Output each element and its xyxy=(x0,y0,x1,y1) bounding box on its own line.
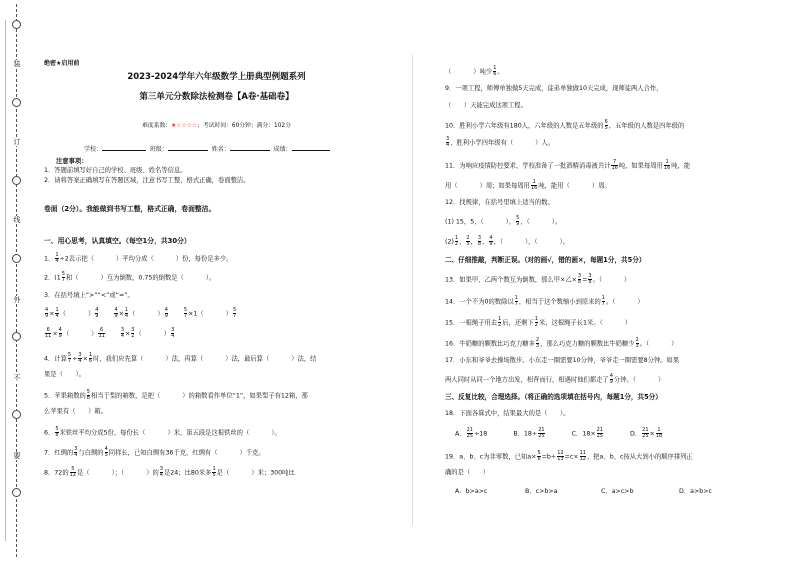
section-2-title: 二、仔细推敲，判断正误。（对的画√，错的画×，每题1分，共5分） xyxy=(445,256,646,264)
difficulty-label: 难度系数： xyxy=(142,123,172,129)
binding-hole xyxy=(12,176,21,185)
question-5-cont: 么苹果有（ ）箱。 xyxy=(44,408,107,415)
question-10-cont: $\frac{3}{4}$ ，胜利小学四年级有（ ）人。 xyxy=(446,136,555,148)
question-12-2: (2) $\frac{1}{2}$ ， $\frac{2}{5}$ ， $\frac{3}{8}$ ， $\frac{4}{9}$ ，（ ），（ ）。 xyxy=(445,235,570,247)
note-1: 1．答题前填写好自己的学校、班级、姓名等信息。 xyxy=(44,167,187,174)
question-12-1: (1) 15，5，（ ）， $\frac{5}{9}$ ，（ ）。 xyxy=(445,215,562,227)
question-18-options: A． $\frac{21}{25}$ ÷18 B．18÷ $\frac{21}{25}$ C．18× $\frac{21}{25}$ D． $\frac{21}{25}$ × $\frac{1}{18}$ xyxy=(455,427,663,439)
question-15: 15．一根绳子用去 $\frac{1}{2}$ 后，还剩下 $\frac{1}{2}$ 米，这根绳子长1米。（ ） xyxy=(445,316,632,328)
question-3-row-b: $\frac{6}{11}$ × $\frac{4}{9}$ （ ） $\frac{6}{11}$ $\frac{3}{4}$ × $\frac{3}{2}$ （ ） $\frac{3}{4}$ xyxy=(45,327,175,339)
info-fields xyxy=(84,144,330,154)
question-1: 1． $\frac{1}{4}$ ÷2表示把（ ）平均分成（ ）份，每份是多少。 xyxy=(44,252,233,264)
binding-label: 订 xyxy=(9,138,25,146)
question-19: 19．a、b、c为非零数，已知a× $\frac{5}{6}$ =b÷ $\frac{12}{13}$ =c× $\frac{11}{12}$ ，把a、b、c按从大到小的顺序排列正 xyxy=(445,450,693,462)
binding-label: 要 xyxy=(9,452,25,460)
question-2: 2．(1 $\frac{5}{7}$ 和（ ）互为倒数，0.75的倒数是（ ）。 xyxy=(44,271,216,283)
question-8-cont: （ ）吨少 $\frac{1}{6}$ 。 xyxy=(445,65,504,77)
name-blank xyxy=(230,144,270,151)
difficulty-line xyxy=(44,122,389,130)
question-19-options: A．b>a>c B．c>b>a C．a>c>b D．a>b>c xyxy=(455,488,713,495)
class-label: 班级： xyxy=(149,146,168,153)
class-blank xyxy=(168,144,208,151)
question-3-row-a: $\frac{4}{9}$ × $\frac{1}{4}$ （ ） $\frac{4}{9}$ $\frac{4}{9}$ × $\frac{1}{4}$ （ ） $\frac{4}{9}$ $\frac{5}{7}$ ×1（ ） $\frac{5}{7}$ xyxy=(45,307,237,319)
exam-subtitle: 第三单元分数除法检测卷【A卷·基础卷】 xyxy=(139,92,294,102)
question-10: 10．胜利小学六年级有180人，六年级的人数是五年级的 $\frac{6}{5}$ ，五年级的人数是四年级的 xyxy=(445,119,685,131)
score-label: 成绩： xyxy=(273,146,292,153)
right-column xyxy=(445,0,780,561)
question-11: 11．为响应疫情防控要求，学校准备了一批酒精消毒液共计 $\frac{7}{16}$ 吨，如果每周用 $\frac{1}{16}$ 吨，能 xyxy=(445,159,691,171)
binding-hole xyxy=(12,20,21,29)
star-empty-icon: ☆☆☆☆ xyxy=(176,123,198,129)
binding-label: 线 xyxy=(9,216,25,224)
binding-label: 不 xyxy=(9,374,25,382)
question-14: 14．一个不为0的数除以 $\frac{1}{7}$ ，相当于这个数缩小到原来的 $\frac{1}{7}$ 。（ ） xyxy=(445,295,644,307)
binding-hole xyxy=(12,98,21,107)
question-4-cont: 果是（ ）。 xyxy=(44,371,85,378)
school-label: 学校： xyxy=(84,146,103,153)
note-2: 2．请将答案正确填写在答题区域，注意书写工整，格式正确，卷面整洁。 xyxy=(44,177,250,184)
question-9-cont: （ ）天能完成这项工程。 xyxy=(445,102,527,109)
question-3: 3．在括号填上“>”“<”或“=”。 xyxy=(44,292,134,299)
secret-mark: 绝密★启用前 xyxy=(44,60,80,67)
binding-line xyxy=(5,20,6,541)
question-7: 7．红绸的 $\frac{3}{4}$ 与白绸的 $\frac{4}{5}$ 同样长，已知白绸有36千克，红绸有（ ）千克。 xyxy=(44,446,265,458)
section-3-title: 三、反复比较，合理选择。（将正确的选项填在括号内，每题1分，共5分） xyxy=(445,393,662,401)
binding-cut-line xyxy=(16,4,17,557)
section-1-title: 一、用心思考，认真填空。（每空1分，共30分） xyxy=(44,237,191,245)
question-17-cont: 两人同时从同一个地方出发，相背而行，相遇时他们都走了 $\frac{4}{9}$ 分钟。（ ） xyxy=(445,373,665,385)
name-label: 姓名： xyxy=(211,146,230,153)
binding-hole xyxy=(12,254,21,263)
binding-hole xyxy=(12,410,21,419)
left-column xyxy=(44,0,389,561)
binding-hole xyxy=(12,332,21,341)
question-8: 8．72的 $\frac{5}{12}$ 是（ ）；（ ）的 $\frac{3}{4}$ 是24；比80米多 $\frac{1}{5}$ 是（ ）米；300吨比 xyxy=(44,466,295,478)
question-5: 5．苹果箱数的 $\frac{5}{8}$ 相当于梨的箱数，是把（ ）的箱数看作单位“1”，如果梨子有12箱，那 xyxy=(44,389,308,401)
question-18: 18．下面各算式中，结果最大的是（ ）。 xyxy=(445,410,570,417)
question-11-cont: 用（ ）周；如果每周用 $\frac{1}{16}$ 吨，能用（ ）周。 xyxy=(445,179,611,191)
score-blank xyxy=(292,144,330,151)
column-divider xyxy=(412,55,413,525)
question-19-cont: 确的是（ ） xyxy=(445,469,490,476)
question-13: 13．如果甲、乙两个数互为倒数，那么甲×乙× $\frac{3}{8}$ = $\frac{3}{8}$ 。（ ） xyxy=(445,273,631,285)
star-filled-icon: ★ xyxy=(171,123,177,129)
school-blank xyxy=(102,144,146,151)
exam-title: 2023-2024学年六年级数学上册典型例题系列 xyxy=(127,72,306,82)
question-9: 9．一项工程，师傅单独做5天完成，徒弟单独做10天完成，现师徒两人合作， xyxy=(445,85,663,92)
question-6: 6． $\frac{5}{8}$ 米铁丝平均分成5份，每份长（ ）米，第五段是这根铁丝的（ ）。 xyxy=(44,426,281,438)
fraction: $\frac{1}{4}$ xyxy=(55,252,59,264)
binding-hole xyxy=(12,488,21,497)
binding-strip xyxy=(0,0,34,561)
neatness-line: 卷面（2分）。我能做到书写工整，格式正确，卷面整洁。 xyxy=(44,205,216,213)
exam-meta: ；考试时间：60分钟；满分：102分 xyxy=(197,123,291,129)
question-4: 4．计算 $\frac{5}{7}$ ÷ $\frac{3}{4}$ × $\frac{1}{6}$ 时，我们应先算（ ）法，再算（ ）法，最后算（ ）法，结 xyxy=(44,352,317,364)
question-16: 16．牛奶糖的颗数比巧克力糖多 $\frac{2}{3}$ ，那么巧克力糖的颗数比牛奶糖少 $\frac{2}{3}$ 。（ ） xyxy=(445,337,678,349)
question-12: 12．找规律，在括号里填上适当的数。 xyxy=(445,199,554,206)
binding-label: 外 xyxy=(9,296,25,304)
binding-label: 装 xyxy=(9,60,25,68)
question-17: 17．小东和爷爷去操场散步。小东走一圈需要10分钟，爷爷走一圈需要8分钟。如果 xyxy=(445,357,680,364)
fraction: $\frac{5}{7}$ xyxy=(61,271,65,283)
notes-title: 注意事项： xyxy=(56,158,88,165)
